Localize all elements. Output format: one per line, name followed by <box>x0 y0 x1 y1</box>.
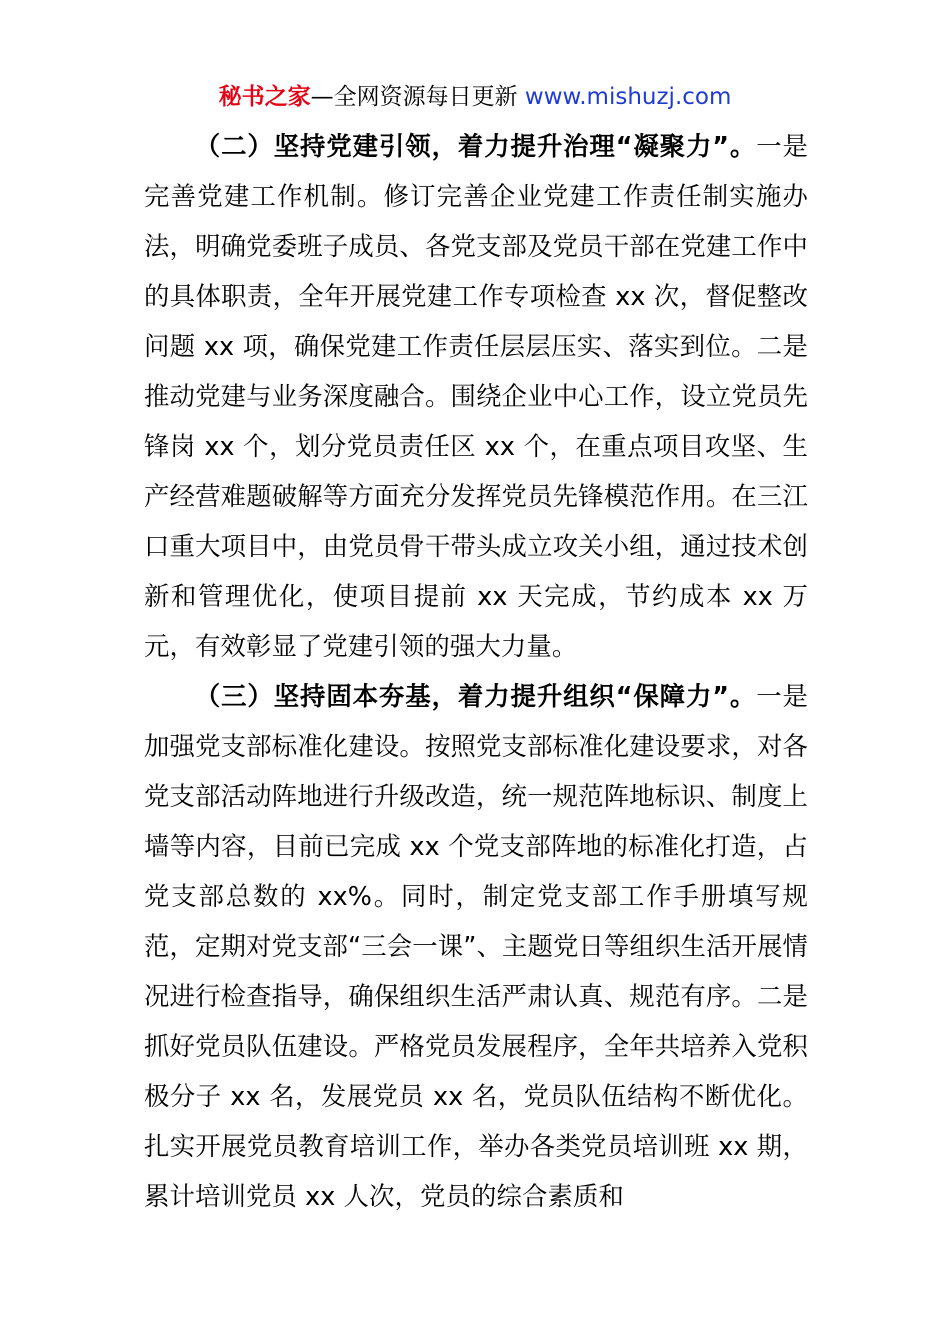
brand-name: 秘书之家 <box>218 84 311 110</box>
site-url-link[interactable]: www.mishuzj.com <box>524 84 732 110</box>
site-header <box>0 80 950 114</box>
paragraph-text: 一是完善党建工作机制。修订完善企业党建工作责任制实施办法，明确党委班子成员、各党支部及党员干部在党建工作中的具体职责，全年开展党建工作专项检查 xx 次，督促整改问题 xx 项，确保党建工作责任层层压实、落实到位。二是推动党建与业务深度融合。围绕企业中心工作，设立党员先锋岗 xx 个，划分党员责任区 xx 个，在重点项目攻坚、生产经营难题破解等方面充分发挥党员先锋模范作用。在三江口重大项目中，由党员骨干带头成立攻关小组，通过技术创新和管理优化，使项目提前 xx 天完成，节约成本 xx 万元，有效彰显了党建引领的强大力量。 <box>144 131 809 661</box>
document-body <box>144 121 808 1221</box>
section-heading: （二）坚持党建引领，着力提升治理“凝聚力”。 <box>194 131 757 161</box>
header-tagline: —全网资源每日更新 <box>310 84 525 110</box>
paragraph-section-3 <box>144 671 808 1221</box>
paragraph-text: 一是加强党支部标准化建设。按照党支部标准化建设要求，对各党支部活动阵地进行升级改造，统一规范阵地标识、制度上墙等内容，目前已完成 xx 个党支部阵地的标准化打造，占党支部总数的 xx%。同时，制定党支部工作手册填写规范，定期对党支部“三会一课”、主题党日等组织生活开展情况进行检查指导，确保组织生活严肃认真、规范有序。二是抓好党员队伍建设。严格党员发展程序，全年共培养入党积极分子 xx 名，发展党员 xx 名，党员队伍结构不断优化。扎实开展党员教育培训工作，举办各类党员培训班 xx 期，累计培训党员 xx 人次，党员的综合素质和 <box>144 681 809 1211</box>
section-heading: （三）坚持固本夯基，着力提升组织“保障力”。 <box>194 681 757 711</box>
paragraph-section-2 <box>144 121 808 671</box>
